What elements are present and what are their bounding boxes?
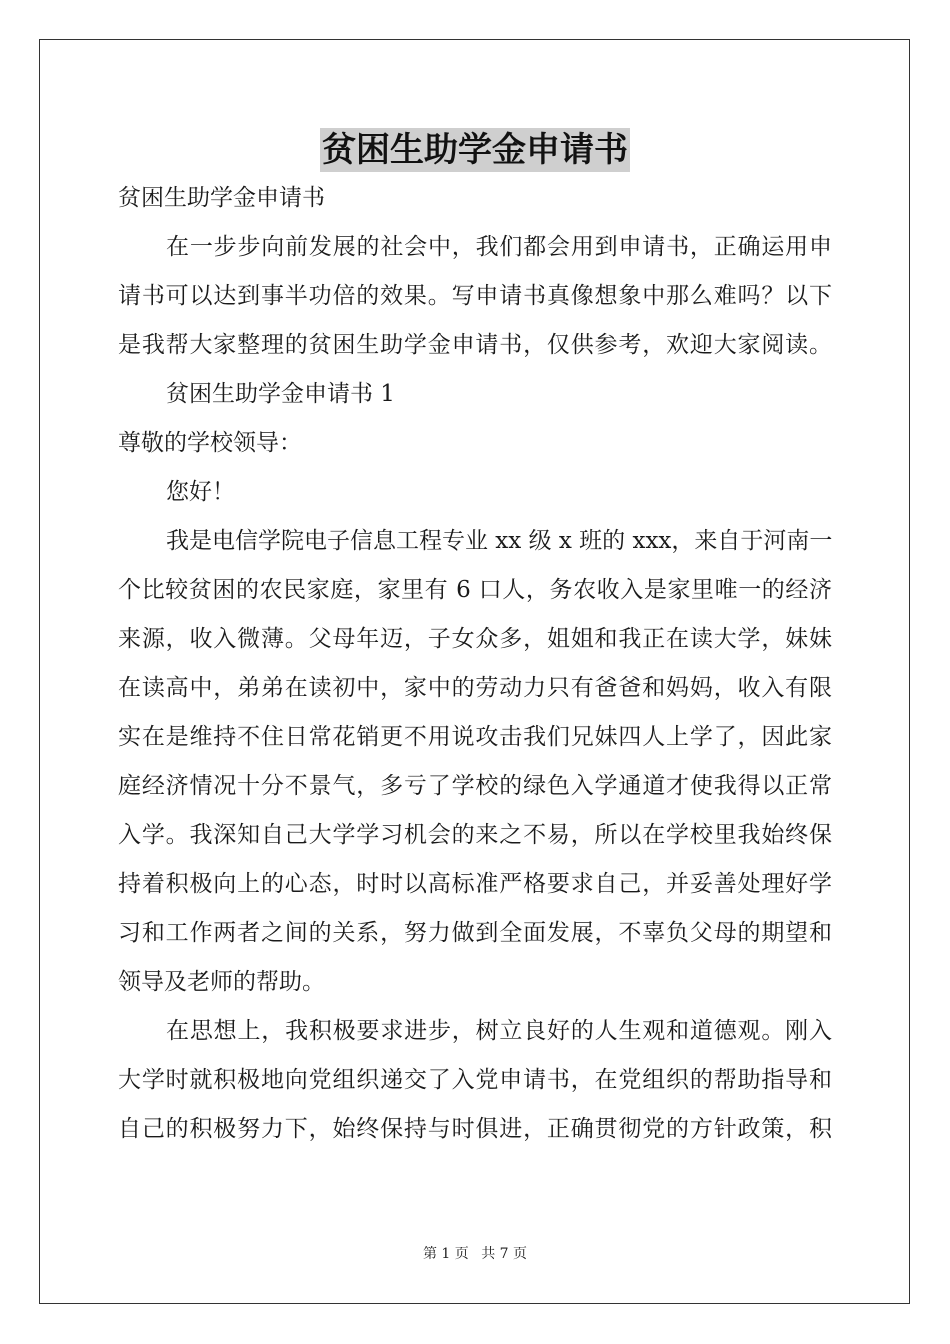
page-number-current: 第 1 页	[422, 1246, 469, 1262]
body-text-line: 习和工作两者之间的关系，努力做到全面发展，不辜负父母的期望和	[118, 920, 832, 946]
body-text-line: 尊敬的学校领导：	[118, 430, 302, 456]
body-text-line: 持着积极向上的心态，时时以高标准严格要求自己，并妥善处理好学	[118, 871, 832, 897]
body-text-line: 在思想上，我积极要求进步，树立良好的人生观和道德观。刚入	[166, 1018, 832, 1044]
body-text-line: 贫困生助学金申请书	[118, 185, 325, 211]
body-text-line: 请书可以达到事半功倍的效果。写申请书真像想象中那么难吗？以下	[118, 283, 832, 309]
page-number-total: 共 7 页	[481, 1246, 528, 1262]
body-text-line: 领导及老师的帮助。	[118, 969, 325, 995]
body-text-line: 贫困生助学金申请书 1	[166, 381, 395, 407]
body-text-line: 实在是维持不住日常花销更不用说攻击我们兄妹四人上学了，因此家	[118, 724, 832, 750]
body-text-line: 在读高中，弟弟在读初中，家中的劳动力只有爸爸和妈妈，收入有限	[118, 675, 832, 701]
body-text-line: 是我帮大家整理的贫困生助学金申请书，仅供参考，欢迎大家阅读。	[118, 332, 832, 358]
body-text-line: 我是电信学院电子信息工程专业 xx 级 x 班的 xxx，来自于河南一	[166, 528, 832, 554]
document-body	[118, 174, 832, 1154]
page-footer	[0, 1244, 950, 1264]
body-text-line: 自己的积极努力下，始终保持与时俱进，正确贯彻党的方针政策，积	[118, 1116, 832, 1142]
body-text-line: 来源，收入微薄。父母年迈，子女众多，姐姐和我正在读大学，妹妹	[118, 626, 832, 652]
body-text-line: 个比较贫困的农民家庭，家里有 6 口人，务农收入是家里唯一的经济	[118, 577, 832, 603]
document-title: 贫困生助学金申请书	[322, 130, 628, 170]
body-text-line: 庭经济情况十分不景气，多亏了学校的绿色入学通道才使我得以正常	[118, 773, 832, 799]
body-text-line: 入学。我深知自己大学学习机会的来之不易，所以在学校里我始终保	[118, 822, 832, 848]
body-text-line: 您好！	[166, 479, 235, 505]
document-title-wrapper	[0, 128, 950, 172]
body-text-line: 在一步步向前发展的社会中，我们都会用到申请书，正确运用申	[166, 234, 832, 260]
body-text-line: 大学时就积极地向党组织递交了入党申请书，在党组织的帮助指导和	[118, 1067, 832, 1093]
